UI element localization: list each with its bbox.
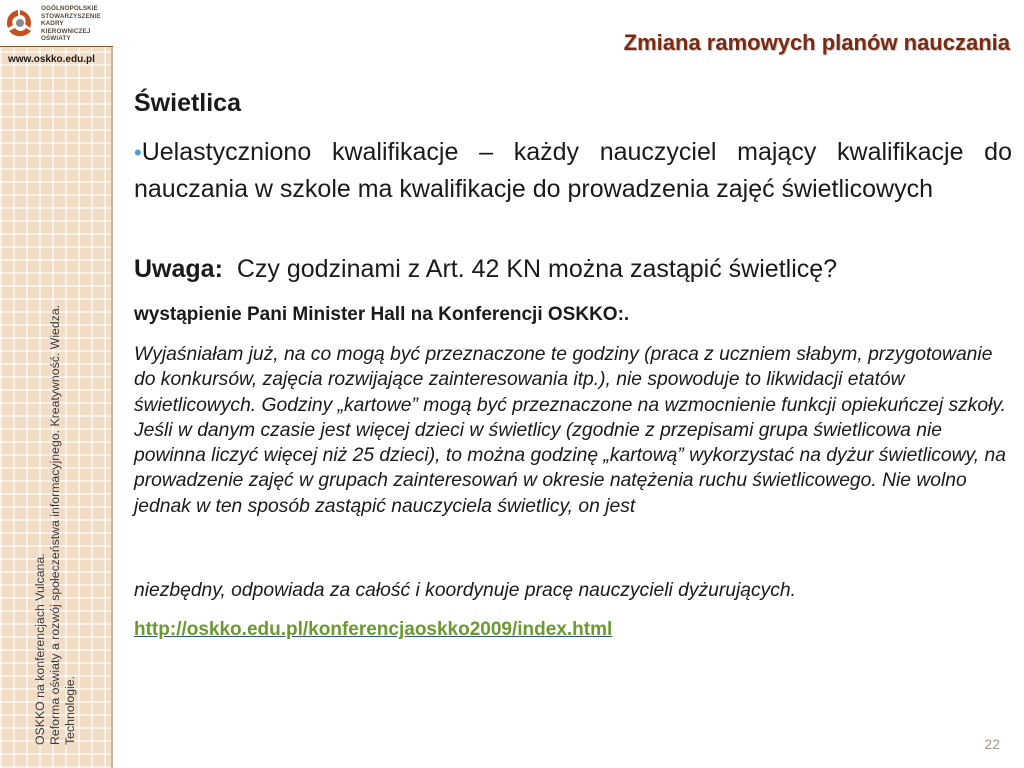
vertical-caption [33,200,78,745]
logo[interactable] [0,0,113,47]
logo-line: KADRY [41,20,64,27]
oskko-logo-icon [3,6,37,40]
logo-line: OŚWIATY [41,35,71,42]
source-line: wystąpienie Pani Minister Hall na Konferencji OSKKO:. [134,304,630,325]
slide-title: Zmiana ramowych planów nauczania [623,30,1010,55]
note-label: Uwaga: [134,255,223,283]
bullet-point [134,134,1012,208]
caption-line: Reforma oświaty a rozwój społeczeństwa informacyjnego. Kreatywność. Wiedza. [48,304,62,745]
bullet-text: Uelastyczniono kwalifikacje – każdy nauczyciel mający kwalifikacje do nauczania w szkole ma kwalifikacje do prowadzenia zajęć świetlicowych [134,138,1012,203]
quote-tail: niezbędny, odpowiada za całość i koordynuje pracę nauczycieli dyżurujących. [134,580,797,601]
sidebar [0,0,113,768]
section-heading: Świetlica [134,89,241,117]
logo-line: STOWARZYSZENIE [41,12,101,20]
quote-text: Wyjaśniałam już, na co mogą być przeznaczone te godziny (praca z uczniem słabym, przygotowanie do konkursów, zajęcia rozwijające zainteresowania itp.), nie spowoduje to likwidacji etatów świetlicowych. Godziny „kartowe” mogą być przeznaczone na wzmocnienie funkcji opiekuńczej szkoły. Jeśli w danym czasie jest więcej dzieci w świetlicy (zgodnie z przepisami grupa świetlicowa nie powinna liczyć więcej niż 25 dzieci), to można godzinę „kartową” wykorzystać na dyżur świetlicowy, na prowadzenie zajęć w grupach zainteresowań w okresie natężenia ruchu świetlicowego. Nie wolno jednak w ten sposób zastąpić nauczyciela świetlicy, on jest [134,344,1006,517]
caption-line: OSKKO na konferencjach Vulcana. [33,553,47,745]
website-url[interactable]: www.oskko.edu.pl [8,54,95,65]
caption-line: Technologie. [63,675,77,745]
bullet-dot-icon: • [134,140,142,165]
note-line [134,255,1014,284]
note-text: Czy godzinami z Art. 42 KN można zastąpić świetlicę? [236,255,838,283]
logo-text [41,5,113,43]
logo-line: OGÓLNOPOLSKIE [41,5,98,12]
logo-line: KIEROWNICZEJ [41,27,91,35]
page-number: 22 [984,736,1000,752]
source-link[interactable]: http://oskko.edu.pl/konferencjaoskko2009/index.html [134,619,613,640]
